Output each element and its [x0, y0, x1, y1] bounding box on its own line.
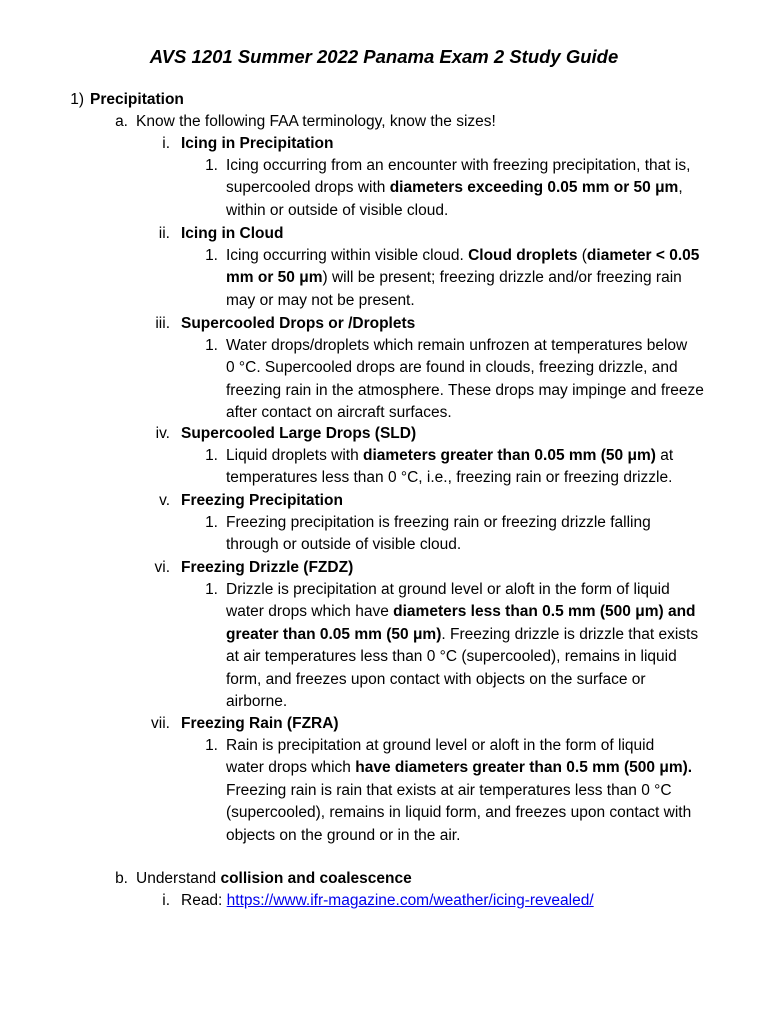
item-b-text-prefix: Understand [136, 870, 221, 887]
definition-text: at air temperatures less than 0 °C (supercooled), remains in liquid [226, 648, 677, 666]
definition-line [226, 601, 696, 623]
definition-text: (supercooled), remains in liquid form, and freezes upon contact with [226, 804, 692, 822]
definition-marker: 1. [205, 514, 218, 531]
definition-marker: 1. [205, 247, 218, 264]
definition-line [226, 177, 683, 199]
definition-line [226, 380, 704, 402]
definition-text: after contact on aircraft surfaces. [226, 404, 452, 422]
term-heading: Freezing Rain (FZRA) [181, 715, 339, 732]
definition-bold-text: have diameters greater than 0.5 mm (500 μm). [355, 759, 693, 777]
item-b-marker: b. [115, 870, 128, 887]
definition-text: Freezing rain is rain that exists at air temperatures less than 0 °C [226, 781, 672, 799]
definition-text: Rain is precipitation at ground level or aloft in the form of liquid [226, 737, 655, 754]
definition-text: Liquid droplets with [226, 447, 363, 464]
definition-text: supercooled drops with [226, 179, 390, 197]
definition-text: freezing rain in the atmosphere. These drops may impinge and freeze [226, 381, 704, 399]
item-b-text [136, 868, 412, 890]
definition-marker: 1. [205, 581, 218, 598]
definition-text: Icing occurring from an encounter with freezing precipitation, that is, [226, 157, 691, 174]
definition-bold-text: diameters less than 0.5 mm (500 μm) and [393, 603, 696, 621]
definition-line [226, 200, 448, 222]
definition-line [226, 802, 691, 824]
definition-text: Water drops/droplets which remain unfrozen at temperatures below [226, 337, 688, 354]
term-heading: Freezing Precipitation [181, 492, 343, 509]
definition-text: Icing occurring within visible cloud. [226, 247, 469, 264]
definition-line [226, 335, 687, 357]
term-marker: iv. [155, 425, 170, 442]
read-label: Read: [181, 892, 227, 909]
definition-line [226, 290, 415, 312]
definition-text: at [655, 447, 674, 464]
definition-line [226, 445, 673, 467]
definition-line [226, 155, 690, 177]
definition-bold-text: Cloud droplets [468, 247, 578, 264]
definition-text: 0 °C. Supercooled drops are found in clouds, freezing drizzle, and [226, 359, 678, 377]
term-heading: Icing in Precipitation [181, 135, 334, 152]
definition-text: , [678, 179, 683, 197]
term-marker: v. [159, 492, 170, 509]
definition-text: within or outside of visible cloud. [226, 201, 449, 219]
definition-bold-text: diameters exceeding 0.05 mm or 50 μm [389, 179, 679, 197]
term-heading: Icing in Cloud [181, 225, 284, 242]
definition-bold-text: diameters greater than 0.05 mm (50 μm) [363, 447, 656, 464]
item-a-text: Know the following FAA terminology, know the sizes! [136, 113, 496, 130]
definition-text: . Freezing drizzle is drizzle that exists [441, 625, 699, 643]
term-marker: iii. [155, 315, 170, 332]
term-heading: Supercooled Drops or /Droplets [181, 315, 416, 332]
definition-line [226, 757, 692, 779]
definition-line [226, 467, 672, 489]
definition-line [226, 267, 682, 289]
item-a-marker: a. [115, 113, 128, 130]
definition-line [226, 245, 699, 267]
definition-line [226, 735, 654, 757]
definition-bold-text: greater than 0.05 mm (50 μm) [226, 625, 442, 643]
item-b-sub-marker: i. [162, 892, 170, 909]
definition-text: form, and freezes upon contact with objects on the surface or [226, 670, 646, 688]
term-marker: vi. [154, 559, 170, 576]
definition-bold-text: diameter < 0.05 [586, 247, 700, 264]
definition-line [226, 402, 452, 424]
term-marker: ii. [158, 225, 170, 242]
definition-marker: 1. [205, 337, 218, 354]
term-heading: Freezing Drizzle (FZDZ) [181, 559, 354, 576]
definition-line [226, 579, 670, 601]
definition-line [226, 825, 460, 847]
definition-text: water drops which [226, 759, 356, 777]
definition-marker: 1. [205, 737, 218, 754]
section-heading: Precipitation [90, 91, 184, 108]
definition-text: ( [577, 247, 587, 264]
document-title: AVS 1201 Summer 2022 Panama Exam 2 Study Guide [149, 46, 619, 67]
definition-line [226, 512, 651, 534]
definition-line [226, 534, 461, 556]
term-marker: i. [162, 135, 170, 152]
definition-line [226, 691, 287, 713]
term-marker: vii. [151, 715, 170, 732]
definition-text: may or may not be present. [226, 291, 415, 309]
definition-line [226, 646, 677, 668]
definition-text: objects on the ground or in the air. [226, 826, 461, 844]
definition-bold-text: mm or 50 μm [226, 269, 323, 287]
definition-text: water drops which have [226, 603, 394, 621]
definition-line [226, 357, 678, 379]
definition-text: airborne. [226, 693, 288, 710]
icing-revealed-link[interactable]: https://www.ifr-magazine.com/weather/icing-revealed/ [226, 892, 594, 909]
definition-text: ) will be present; freezing drizzle and/or freezing rain [322, 269, 682, 287]
item-b-sub-line [181, 890, 594, 912]
definition-text: temperatures less than 0 °C, i.e., freezing rain or freezing drizzle. [226, 469, 673, 487]
definition-line [226, 780, 672, 802]
section-marker: 1) [70, 91, 84, 108]
definition-text: Drizzle is precipitation at ground level or aloft in the form of liquid [226, 581, 670, 598]
definition-marker: 1. [205, 157, 218, 174]
term-heading: Supercooled Large Drops (SLD) [181, 425, 417, 442]
definition-text: Freezing precipitation is freezing rain or freezing drizzle falling [226, 514, 651, 531]
definition-line [226, 624, 698, 646]
item-b-text-bold: collision and coalescence [220, 870, 412, 887]
definition-line [226, 669, 646, 691]
definition-marker: 1. [205, 447, 218, 464]
definition-text: through or outside of visible cloud. [226, 536, 462, 554]
